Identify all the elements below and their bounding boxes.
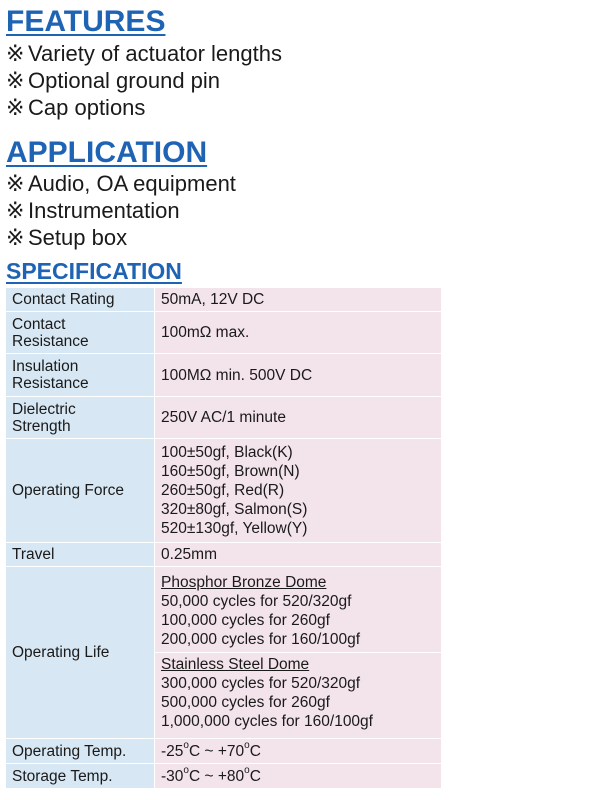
spec-label: Contact Rating [6,288,155,312]
spec-value: -30$^o$C ~ $+80^oC$ [155,764,442,789]
specification-table [5,287,442,789]
spec-label: Insulation Resistance [6,354,155,397]
table-row [6,543,442,567]
spec-value: Phosphor Bronze Dome 50,000 cycles for 520/320gf 100,000 cycles for 260gf 200,000 cycles for 160/100gf Stainless Steel Dome 300,000 cycles for 520/320gf 500,000 cycles for 260gf 1,000,000 cycles for 160/100gf [155,567,442,739]
list-item: ※ Instrumentation [6,198,180,223]
table-row [6,288,442,312]
bullet-mark-icon: ※ [6,171,25,196]
spec-label: Operating Life [6,567,155,739]
features-heading: FEATURES [6,5,166,38]
spec-label: Contact Resistance [6,312,155,354]
spec-value: 0.25mm [155,543,442,567]
phosphor-dome-title: Phosphor Bronze Dome [161,574,327,591]
application-list [6,170,236,251]
table-row [6,739,442,764]
table-row [6,439,442,543]
bullet-mark-icon: ※ [6,41,25,66]
spec-value: 100±50gf, Black(K) 160±50gf, Brown(N) 260±50gf, Red(R) 320±80gf, Salmon(S) 520±130gf, Yellow(Y) [155,439,442,543]
spec-label: Dielectric Strength [6,397,155,439]
bullet-mark-icon: ※ [6,68,25,93]
spec-label: Operating Temp. [6,739,155,764]
list-item: ※ Cap options [6,95,146,120]
list-item: ※ Setup box [6,225,128,250]
spec-value: 250V AC/1 minute [155,397,442,439]
spec-label: Storage Temp. [6,764,155,789]
specification-heading: SPECIFICATION [6,258,182,284]
spec-label: Travel [6,543,155,567]
list-item: ※ Optional ground pin [6,68,221,93]
bullet-mark-icon: ※ [6,198,25,223]
spec-value: -25$^o$C ~ $+70^oC$ [155,739,442,764]
features-list [6,40,282,121]
table-row [6,397,442,439]
bullet-mark-icon: ※ [6,225,25,250]
bullet-mark-icon: ※ [6,95,25,120]
spec-value: 100mΩ max. [155,312,442,354]
list-item: ※ Variety of actuator lengths [6,41,282,66]
list-item: ※ Audio, OA equipment [6,171,236,196]
table-row [6,312,442,354]
table-row [6,354,442,397]
stainless-dome-title: Stainless Steel Dome [161,656,310,673]
table-row [6,567,442,739]
application-heading: APPLICATION [6,136,208,169]
spec-label: Operating Force [6,439,155,543]
spec-value: 50mA, 12V DC [155,288,442,312]
spec-value: 100MΩ min. 500V DC [155,354,442,397]
table-row [6,764,442,789]
